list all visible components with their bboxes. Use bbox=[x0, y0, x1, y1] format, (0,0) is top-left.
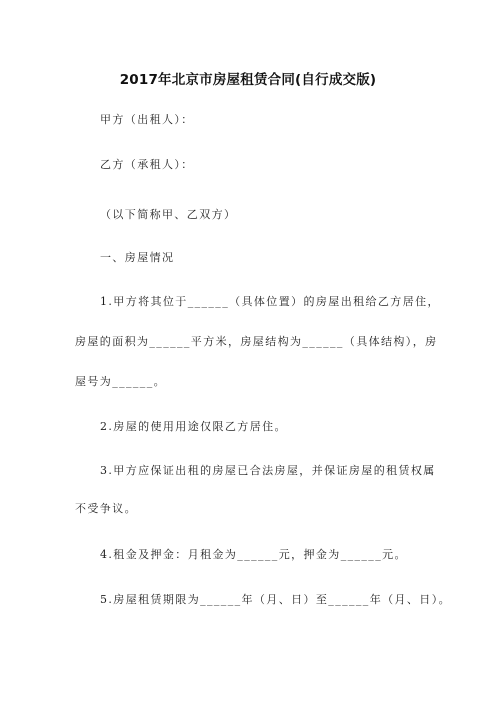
clause-3-line-2: 不受争议。 bbox=[75, 502, 137, 515]
party-b-line: 乙方（承租人）： bbox=[100, 158, 194, 171]
clause-5: 5.房屋租赁期限为______年（月、日）至______年（月、日）。 bbox=[100, 593, 451, 606]
section-heading-housing: 一、房屋情况 bbox=[100, 251, 175, 264]
clause-2: 2.房屋的使用用途仅限乙方居住。 bbox=[100, 420, 287, 433]
party-a-line: 甲方（出租人）： bbox=[100, 113, 194, 126]
abbreviation-note: （以下简称甲、乙双方） bbox=[100, 208, 237, 221]
clause-1-line-1: 1.甲方将其位于______（具体位置）的房屋出租给乙方居住， bbox=[100, 295, 440, 308]
clause-1-line-2: 房屋的面积为______平方米，房屋结构为______（具体结构），房 bbox=[75, 335, 438, 348]
clause-3-line-1: 3.甲方应保证出租的房屋已合法房屋，并保证房屋的租赁权属 bbox=[100, 464, 436, 477]
document-title: 2017年北京市房屋租赁合同(自行成交版) bbox=[119, 72, 377, 88]
clause-1-line-3: 屋号为______。 bbox=[75, 375, 166, 388]
clause-4: 4.租金及押金：月租金为______元，押金为______元。 bbox=[100, 548, 407, 561]
